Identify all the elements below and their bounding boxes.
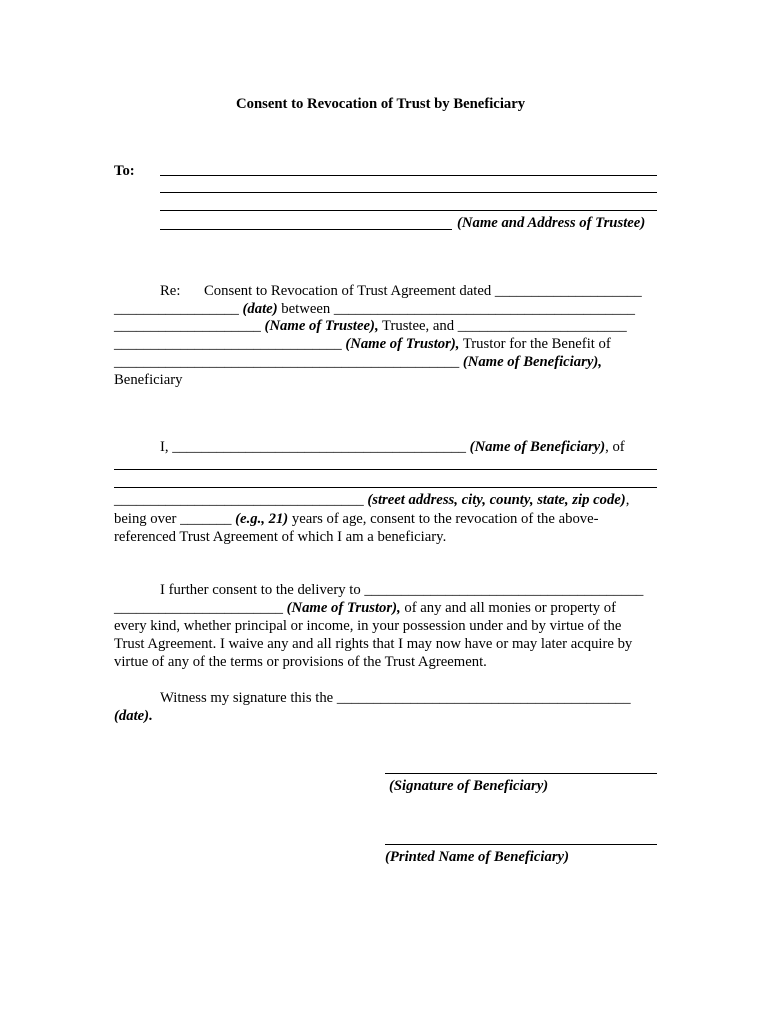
delivery-line-1: I further consent to the delivery to ______________________________________: [160, 582, 644, 598]
witness-date-caption: (date).: [114, 708, 153, 724]
re-line-1: Consent to Revocation of Trust Agreement dated ____________________: [204, 283, 642, 299]
re-line-2: _________________ (date) between _________________________________________: [114, 301, 635, 317]
trustee-caption: (Name and Address of Trustee): [457, 215, 646, 231]
signature-line[interactable]: [385, 773, 657, 774]
re-line-3: ____________________ (Name of Trustee), Trustee, and _______________________: [114, 318, 627, 334]
witness-line-1: Witness my signature this the ________________________________________: [160, 690, 631, 706]
re-line-5: _______________________________________________ (Name of Beneficiary),: [114, 354, 602, 370]
trustee-address-line-1[interactable]: [160, 175, 657, 176]
delivery-line-5: virtue of any of the terms or provisions of the Trust Agreement.: [114, 654, 487, 670]
consent-line-4: __________________________________ (street address, city, county, state, zip code),: [114, 492, 630, 508]
re-line-4: _______________________________ (Name of Trustor), Trustor for the Benefit of: [114, 336, 611, 352]
document-title: Consent to Revocation of Trust by Beneficiary: [236, 96, 526, 112]
trustee-address-line-2[interactable]: [160, 192, 657, 193]
trustee-address-line-4[interactable]: [160, 229, 452, 230]
consent-line-5: being over _______ (e.g., 21) years of age, consent to the revocation of the above-: [114, 511, 599, 527]
beneficiary-address-line-2[interactable]: [114, 487, 657, 488]
re-line-6: Beneficiary: [114, 372, 183, 388]
delivery-line-3: every kind, whether principal or income, in your possession under and by virtue of the: [114, 618, 622, 634]
re-label: Re:: [160, 283, 181, 299]
printed-name-line[interactable]: [385, 844, 657, 845]
beneficiary-address-line-1[interactable]: [114, 469, 657, 470]
to-label: To:: [114, 163, 135, 179]
consent-line-6: referenced Trust Agreement of which I am a beneficiary.: [114, 529, 447, 545]
delivery-line-4: Trust Agreement. I waive any and all rights that I may now have or may later acquire by: [114, 636, 633, 652]
signature-caption: (Signature of Beneficiary): [389, 778, 549, 794]
consent-line-1: I, ________________________________________ (Name of Beneficiary), of: [160, 439, 625, 455]
printed-name-caption: (Printed Name of Beneficiary): [385, 849, 569, 865]
trustee-address-line-3[interactable]: [160, 210, 657, 211]
delivery-line-2: _______________________ (Name of Trustor), of any and all monies or property of: [114, 600, 617, 616]
